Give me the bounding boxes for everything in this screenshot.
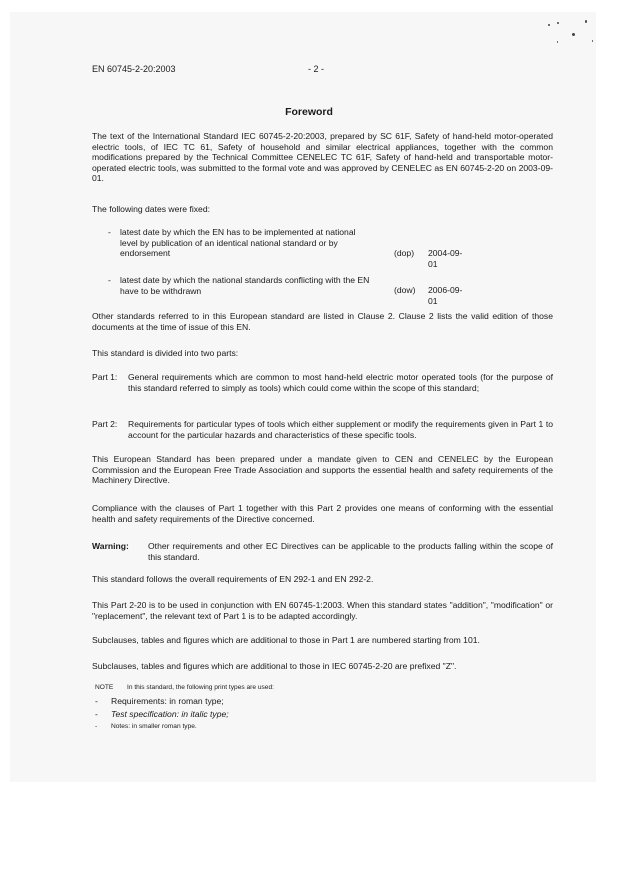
note-label: NOTE [95, 684, 114, 691]
mandate-paragraph: This European Standard has been prepared under a mandate given to CEN and CENELEC by the European Commission and the European Free Trade Association and supports the essential health and safety requirements of the Machinery Directive. [92, 454, 553, 486]
part-1-item [92, 372, 553, 406]
warning-block [92, 541, 553, 565]
list-dash: - [95, 696, 98, 706]
intro-paragraph: The text of the International Standard IEC 60745-2-20:2003, prepared by SC 61F, Safety of hand-held motor-operated electric tools, of IEC TC 61, Safety of household and similar electrical appliances, together with the common modifications prepared by the Technical Committee CENELEC TC 61F, Safety of hand-held and transportable motor-operated electric tools, was submitted to the formal vote and was approved by CENELEC as EN 60745-2-20 on 2003-09-01. [92, 131, 553, 184]
page-number: - 2 - [308, 64, 325, 74]
print-type-text: Test specification: in italic type; [111, 709, 229, 719]
dates-intro: The following dates were fixed: [92, 204, 210, 214]
scan-speck [548, 24, 550, 26]
part220-paragraph: This Part 2-20 is to be used in conjunction with EN 60745-1:2003. When this standard states "addition", "modification" or "replacement", the relevant text of Part 1 is to be adapted accordingly. [92, 600, 553, 621]
note [95, 684, 535, 694]
page-title: Foreword [285, 106, 333, 118]
compliance-paragraph: Compliance with the clauses of Part 1 together with this Part 2 provides one means of conforming with the essential health and safety requirements of the Directive concerned. [92, 503, 553, 524]
part-label: Part 2: [92, 419, 118, 429]
print-type-item [95, 723, 395, 733]
list-dash: - [108, 275, 111, 285]
date-item-date: 2006-09-01 [428, 285, 463, 306]
divided-paragraph: This standard is divided into two parts: [92, 348, 239, 358]
print-type-text: Requirements: in roman type; [111, 696, 224, 706]
date-item-code: (dop) [394, 248, 415, 258]
scan-speck [557, 22, 559, 24]
warning-label: Warning: [92, 541, 129, 551]
subclauses-101-paragraph: Subclauses, tables and figures which are additional to those in Part 1 are numbered starting from 101. [92, 635, 480, 645]
scan-speck [557, 41, 558, 43]
date-item-dow [108, 275, 468, 306]
print-type-text: Notes: in smaller roman type. [111, 723, 197, 730]
scan-speck [572, 33, 575, 36]
date-item-code: (dow) [394, 285, 416, 295]
date-item-text: latest date by which the national standards conflicting with the EN have to be withdrawn [120, 275, 370, 296]
other-standards-paragraph: Other standards referred to in this European standard are listed in Clause 2. Clause 2 lists the valid edition of those documents at the time of issue of this EN. [92, 311, 553, 332]
print-type-item [95, 696, 395, 708]
list-dash: - [95, 723, 98, 730]
part-2-item [92, 419, 553, 443]
part-label: Part 1: [92, 372, 118, 382]
list-dash: - [95, 709, 98, 719]
date-item-date: 2004-09-01 [428, 248, 463, 269]
part-text: General requirements which are common to most hand-held electric motor operated tools (for the purpose of this standard referred to simply as tools) which could come within the scope of this standard; [128, 372, 553, 393]
date-item-text: latest date by which the EN has to be implemented at national level by publication of an identical national standard or by endorsement [120, 227, 356, 259]
document-id: EN 60745-2-20:2003 [92, 64, 176, 74]
scan-speck [592, 40, 593, 42]
date-item-dop [108, 227, 468, 269]
part-text: Requirements for particular types of tools which either supplement or modify the requirements given in Part 1 to account for the particular hazards and characteristics of these specific tools. [128, 419, 553, 440]
print-type-item [95, 709, 395, 721]
warning-text: Other requirements and other EC Directives can be applicable to the products falling within the scope of this standard. [148, 541, 553, 562]
note-text: In this standard, the following print types are used: [127, 684, 274, 691]
scan-speck [585, 20, 587, 23]
list-dash: - [108, 227, 111, 237]
follows-paragraph: This standard follows the overall requirements of EN 292-1 and EN 292-2. [92, 574, 374, 584]
subclauses-z-paragraph: Subclauses, tables and figures which are additional to those in IEC 60745-2-20 are prefixed "Z". [92, 661, 457, 671]
